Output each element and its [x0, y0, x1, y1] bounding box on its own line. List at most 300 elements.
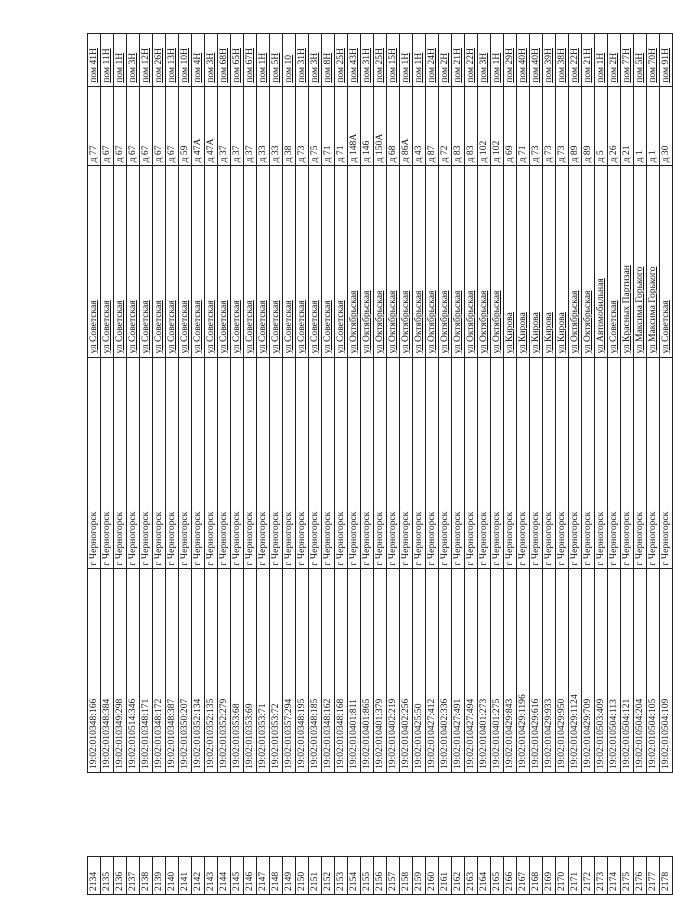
street-cell: ул Советская: [608, 166, 621, 357]
blank-cell: [296, 773, 309, 857]
room-number: пом 2Н: [608, 34, 621, 87]
table-row: [361, 34, 374, 895]
table-row: [426, 34, 439, 895]
street-cell: ул Советская: [231, 166, 244, 357]
room-number: пом 65Н: [231, 34, 244, 87]
cadastral-number: 19:02:010429:933: [543, 569, 556, 773]
blank-cell: [244, 773, 257, 857]
city-cell: г Черногорск: [88, 357, 101, 569]
cadastral-number: 19:02:010401:811: [348, 569, 361, 773]
house-number: д 102: [478, 86, 491, 166]
street-cell: ул Советская: [244, 166, 257, 357]
cadastral-number: 19:02:010348:195: [296, 569, 309, 773]
cadastral-number: 19:02:010402:336: [439, 569, 452, 773]
city-cell: г Черногорск: [322, 357, 335, 569]
room-number: пом 25Н: [374, 34, 387, 87]
room-number: пом 1Н: [400, 34, 413, 87]
blank-cell: [465, 773, 478, 857]
table-row: [257, 34, 270, 895]
house-number: д 71: [322, 86, 335, 166]
house-number: д 87: [426, 86, 439, 166]
street-cell: ул Кирова: [556, 166, 569, 357]
table-row: [335, 34, 348, 895]
cadastral-number: 19:02:010348:384: [101, 569, 114, 773]
city-cell: г Черногорск: [179, 357, 192, 569]
city-cell: г Черногорск: [465, 357, 478, 569]
cadastral-number: 19:02:010353:71: [257, 569, 270, 773]
row-number: 2164: [478, 856, 491, 894]
table-row: [88, 34, 101, 895]
cadastral-number: 19:02:010353:68: [231, 569, 244, 773]
row-number: 2150: [296, 856, 309, 894]
room-number: пом 5Н: [634, 34, 647, 87]
street-cell: ул Советская: [127, 166, 140, 357]
cadastral-number: 19:02:010349:298: [114, 569, 127, 773]
row-number: 2145: [231, 856, 244, 894]
room-number: пом 70Н: [647, 34, 660, 87]
street-cell: ул Кирова: [543, 166, 556, 357]
house-number: д 73: [530, 86, 543, 166]
room-number: пом 40Н: [530, 34, 543, 87]
house-number: д 1: [634, 86, 647, 166]
house-number: д 146: [361, 86, 374, 166]
row-number: 2135: [101, 856, 114, 894]
row-number: 2141: [179, 856, 192, 894]
table-row: [608, 34, 621, 895]
blank-cell: [400, 773, 413, 857]
city-cell: г Черногорск: [348, 357, 361, 569]
table-row: [309, 34, 322, 895]
city-cell: г Черногорск: [257, 357, 270, 569]
street-cell: ул Октябрьская: [400, 166, 413, 357]
city-cell: г Черногорск: [205, 357, 218, 569]
table-row: [400, 34, 413, 895]
room-number: пом 12Н: [140, 34, 153, 87]
room-number: пом 3Н: [478, 34, 491, 87]
table-row: [283, 34, 296, 895]
row-number: 2147: [257, 856, 270, 894]
house-number: д 89: [582, 86, 595, 166]
house-number: д 83: [465, 86, 478, 166]
table-row: [127, 34, 140, 895]
house-number: д 73: [296, 86, 309, 166]
city-cell: г Черногорск: [218, 357, 231, 569]
house-number: д 67: [114, 86, 127, 166]
table-row: [348, 34, 361, 895]
street-cell: ул Советская: [192, 166, 205, 357]
row-number: 2161: [439, 856, 452, 894]
table-row: [114, 34, 127, 895]
city-cell: г Черногорск: [101, 357, 114, 569]
street-cell: ул Октябрьская: [491, 166, 504, 357]
cadastral-number: 19:02:010352:135: [205, 569, 218, 773]
city-cell: г Черногорск: [660, 357, 673, 569]
house-number: д 5: [595, 86, 608, 166]
street-cell: ул Октябрьская: [569, 166, 582, 357]
street-cell: ул Советская: [218, 166, 231, 357]
room-number: пом 43Н: [348, 34, 361, 87]
city-cell: г Черногорск: [400, 357, 413, 569]
table-row: [140, 34, 153, 895]
street-cell: ул Октябрьская: [478, 166, 491, 357]
street-cell: ул Советская: [270, 166, 283, 357]
row-number: 2153: [335, 856, 348, 894]
street-cell: ул Максима Горького: [647, 166, 660, 357]
table-row: [543, 34, 556, 895]
cadastral-number: 19:02:010429:709: [582, 569, 595, 773]
row-number: 2152: [322, 856, 335, 894]
city-cell: г Черногорск: [283, 357, 296, 569]
row-number: 2159: [413, 856, 426, 894]
city-cell: г Черногорск: [127, 357, 140, 569]
cadastral-number: 19:02:010427:412: [426, 569, 439, 773]
house-number: д 33: [257, 86, 270, 166]
street-cell: ул Кирова: [530, 166, 543, 357]
cadastral-number: 19:02:010429:1124: [569, 569, 582, 773]
street-cell: ул Советская: [153, 166, 166, 357]
house-number: д 71: [517, 86, 530, 166]
cadastral-number: 19:02:010348:387: [166, 569, 179, 773]
house-number: д 148А: [348, 86, 361, 166]
street-cell: ул Автомобильная: [595, 166, 608, 357]
house-number: д 37: [244, 86, 257, 166]
cadastral-number: 19:02:010401:379: [374, 569, 387, 773]
house-number: д 73: [543, 86, 556, 166]
room-number: пом 22Н: [465, 34, 478, 87]
city-cell: г Черногорск: [231, 357, 244, 569]
table-row: [569, 34, 582, 895]
row-number: 2176: [634, 856, 647, 894]
house-number: д 72: [439, 86, 452, 166]
room-number: пом 1Н: [413, 34, 426, 87]
street-cell: ул Советская: [205, 166, 218, 357]
street-cell: ул Кирова: [517, 166, 530, 357]
room-number: пом 41Н: [88, 34, 101, 87]
room-number: пом 8Н: [322, 34, 335, 87]
cadastral-number: 19:02:010402:219: [387, 569, 400, 773]
room-number: пом 68Н: [218, 34, 231, 87]
table-row: [231, 34, 244, 895]
table-row: [387, 34, 400, 895]
blank-cell: [595, 773, 608, 857]
house-number: д 67: [101, 86, 114, 166]
table-row: [413, 34, 426, 895]
row-number: 2134: [88, 856, 101, 894]
table-row: [192, 34, 205, 895]
cadastral-number: 19:02:010350:207: [179, 569, 192, 773]
house-number: д 73: [556, 86, 569, 166]
row-number: 2138: [140, 856, 153, 894]
row-number: 2165: [491, 856, 504, 894]
blank-cell: [348, 773, 361, 857]
table-row: [179, 34, 192, 895]
street-cell: ул Советская: [179, 166, 192, 357]
table-row: [439, 34, 452, 895]
house-number: д 21: [621, 86, 634, 166]
house-number: д 67: [140, 86, 153, 166]
street-cell: ул Октябрьская: [582, 166, 595, 357]
blank-cell: [387, 773, 400, 857]
cadastral-number: 19:02:010427:494: [465, 569, 478, 773]
table-row: [491, 34, 504, 895]
city-cell: г Черногорск: [543, 357, 556, 569]
table-row: [153, 34, 166, 895]
row-number: 2157: [387, 856, 400, 894]
row-number: 2177: [647, 856, 660, 894]
row-number: 2142: [192, 856, 205, 894]
street-cell: ул Октябрьская: [374, 166, 387, 357]
street-cell: ул Советская: [101, 166, 114, 357]
room-number: пом 3Н: [205, 34, 218, 87]
room-number: пом 11Н: [101, 34, 114, 87]
room-number: пом 39Н: [543, 34, 556, 87]
city-cell: г Черногорск: [452, 357, 465, 569]
table-row: [205, 34, 218, 895]
city-cell: г Черногорск: [413, 357, 426, 569]
row-number: 2175: [621, 856, 634, 894]
house-number: д 89: [569, 86, 582, 166]
row-number: 2167: [517, 856, 530, 894]
house-number: д 37: [231, 86, 244, 166]
room-number: пом 26Н: [153, 34, 166, 87]
table-row: [452, 34, 465, 895]
blank-cell: [309, 773, 322, 857]
row-number: 2155: [361, 856, 374, 894]
row-number: 2154: [348, 856, 361, 894]
blank-cell: [491, 773, 504, 857]
table-row: [595, 34, 608, 895]
table-row: [478, 34, 491, 895]
house-number: д 75: [309, 86, 322, 166]
cadastral-number: 19:02:010348:171: [140, 569, 153, 773]
table-row: [504, 34, 517, 895]
city-cell: г Черногорск: [556, 357, 569, 569]
room-number: пом 2Н: [439, 34, 452, 87]
blank-cell: [543, 773, 556, 857]
house-number: д 86А: [400, 86, 413, 166]
row-number: 2156: [374, 856, 387, 894]
room-number: пом 21Н: [452, 34, 465, 87]
table-row: [530, 34, 543, 895]
blank-cell: [192, 773, 205, 857]
row-number: 2139: [153, 856, 166, 894]
room-number: пом 1Н: [595, 34, 608, 87]
row-number: 2143: [205, 856, 218, 894]
room-number: пом 29Н: [504, 34, 517, 87]
blank-cell: [426, 773, 439, 857]
street-cell: ул Октябрьская: [465, 166, 478, 357]
house-number: д 67: [166, 86, 179, 166]
row-number: 2137: [127, 856, 140, 894]
street-cell: ул Октябрьская: [452, 166, 465, 357]
cadastral-number: 19:02:010352:279: [218, 569, 231, 773]
blank-cell: [166, 773, 179, 857]
house-number: д 26: [608, 86, 621, 166]
cadastral-number: 19:02:010353:69: [244, 569, 257, 773]
city-cell: г Черногорск: [595, 357, 608, 569]
blank-cell: [582, 773, 595, 857]
row-number: 2173: [595, 856, 608, 894]
cadastral-number: 19:02:010401:273: [478, 569, 491, 773]
row-number: 2158: [400, 856, 413, 894]
cadastral-number: 19:02:010401:865: [361, 569, 374, 773]
room-number: пом 40Н: [517, 34, 530, 87]
street-cell: ул Советская: [257, 166, 270, 357]
street-cell: ул Октябрьская: [361, 166, 374, 357]
table-row: [322, 34, 335, 895]
street-cell: ул Советская: [660, 166, 673, 357]
blank-cell: [140, 773, 153, 857]
blank-cell: [478, 773, 491, 857]
city-cell: г Черногорск: [504, 357, 517, 569]
room-number: пом 1Н: [257, 34, 270, 87]
blank-cell: [634, 773, 647, 857]
row-number: 2163: [465, 856, 478, 894]
blank-cell: [504, 773, 517, 857]
blank-cell: [153, 773, 166, 857]
street-cell: ул Октябрьская: [387, 166, 400, 357]
street-cell: ул Советская: [283, 166, 296, 357]
blank-cell: [270, 773, 283, 857]
row-number: 2178: [660, 856, 673, 894]
street-cell: ул Советская: [166, 166, 179, 357]
city-cell: г Черногорск: [335, 357, 348, 569]
house-number: д 67: [153, 86, 166, 166]
row-number: 2136: [114, 856, 127, 894]
room-number: пом 10Н: [179, 34, 192, 87]
street-cell: ул Советская: [296, 166, 309, 357]
blank-cell: [556, 773, 569, 857]
table-row: [634, 34, 647, 895]
city-cell: г Черногорск: [296, 357, 309, 569]
city-cell: г Черногорск: [244, 357, 257, 569]
cadastral-number: 19:02:010429:843: [504, 569, 517, 773]
cadastral-number: 19:02:010429:1196: [517, 569, 530, 773]
house-number: д 77: [88, 86, 101, 166]
cadastral-number: 19:02:010348:166: [88, 569, 101, 773]
row-number: 2160: [426, 856, 439, 894]
table-row: [296, 34, 309, 895]
table-row: [101, 34, 114, 895]
cadastral-number: 19:02:010357:294: [283, 569, 296, 773]
row-number: 2169: [543, 856, 556, 894]
house-number: д 1: [647, 86, 660, 166]
row-number: 2146: [244, 856, 257, 894]
street-cell: ул Октябрьская: [426, 166, 439, 357]
city-cell: г Черногорск: [647, 357, 660, 569]
city-cell: г Черногорск: [621, 357, 634, 569]
table-row: [660, 34, 673, 895]
property-table-body: [88, 34, 673, 895]
room-number: пом 31Н: [361, 34, 374, 87]
cadastral-number: 19:02:010402:256: [400, 569, 413, 773]
room-number: пом 25Н: [335, 34, 348, 87]
row-number: 2149: [283, 856, 296, 894]
city-cell: г Черногорск: [634, 357, 647, 569]
blank-cell: [179, 773, 192, 857]
room-number: пом 38Н: [556, 34, 569, 87]
table-row: [465, 34, 478, 895]
house-number: д 71: [335, 86, 348, 166]
blank-cell: [452, 773, 465, 857]
city-cell: г Черногорск: [140, 357, 153, 569]
room-number: пом 4Н: [192, 34, 205, 87]
blank-cell: [569, 773, 582, 857]
row-number: 2172: [582, 856, 595, 894]
city-cell: г Черногорск: [166, 357, 179, 569]
table-row: [517, 34, 530, 895]
table-row: [270, 34, 283, 895]
city-cell: г Черногорск: [439, 357, 452, 569]
blank-cell: [218, 773, 231, 857]
street-cell: ул Советская: [309, 166, 322, 357]
cadastral-number: 19:02:010514:346: [127, 569, 140, 773]
house-number: д 38: [283, 86, 296, 166]
row-number: 2148: [270, 856, 283, 894]
room-number: пом 21Н: [582, 34, 595, 87]
room-number: пом 77Н: [621, 34, 634, 87]
cadastral-number: 19:02:010503:409: [595, 569, 608, 773]
city-cell: г Черногорск: [309, 357, 322, 569]
room-number: пом 67Н: [244, 34, 257, 87]
cadastral-number: 19:02:010348:185: [309, 569, 322, 773]
blank-cell: [374, 773, 387, 857]
house-number: д 30: [660, 86, 673, 166]
blank-cell: [608, 773, 621, 857]
table-row: [218, 34, 231, 895]
blank-cell: [621, 773, 634, 857]
house-number: д 68: [387, 86, 400, 166]
city-cell: г Черногорск: [582, 357, 595, 569]
blank-cell: [205, 773, 218, 857]
row-number: 2174: [608, 856, 621, 894]
room-number: пом 24Н: [426, 34, 439, 87]
cadastral-number: 19:02:010425:50: [413, 569, 426, 773]
room-number: пом 10: [283, 34, 296, 87]
table-row: [244, 34, 257, 895]
street-cell: ул Советская: [322, 166, 335, 357]
cadastral-number: 19:02:010353:72: [270, 569, 283, 773]
blank-cell: [647, 773, 660, 857]
cadastral-number: 19:02:010401:275: [491, 569, 504, 773]
blank-cell: [101, 773, 114, 857]
cadastral-number: 19:02:010348:162: [322, 569, 335, 773]
house-number: д 37: [218, 86, 231, 166]
cadastral-number: 19:02:010504:113: [608, 569, 621, 773]
blank-cell: [231, 773, 244, 857]
city-cell: г Черногорск: [569, 357, 582, 569]
house-number: д 67: [127, 86, 140, 166]
blank-cell: [127, 773, 140, 857]
row-number: 2171: [569, 856, 582, 894]
street-cell: ул Советская: [335, 166, 348, 357]
room-number: пом 15Н: [387, 34, 400, 87]
blank-cell: [322, 773, 335, 857]
room-number: пом 3Н: [309, 34, 322, 87]
room-number: пом 1Н: [491, 34, 504, 87]
blank-cell: [530, 773, 543, 857]
house-number: д 59: [179, 86, 192, 166]
cadastral-number: 19:02:010504:105: [647, 569, 660, 773]
blank-cell: [257, 773, 270, 857]
city-cell: г Черногорск: [608, 357, 621, 569]
city-cell: г Черногорск: [517, 357, 530, 569]
house-number: д 102: [491, 86, 504, 166]
street-cell: ул Советская: [88, 166, 101, 357]
house-number: д 43: [413, 86, 426, 166]
house-number: д 33: [270, 86, 283, 166]
room-number: пом 31Н: [296, 34, 309, 87]
